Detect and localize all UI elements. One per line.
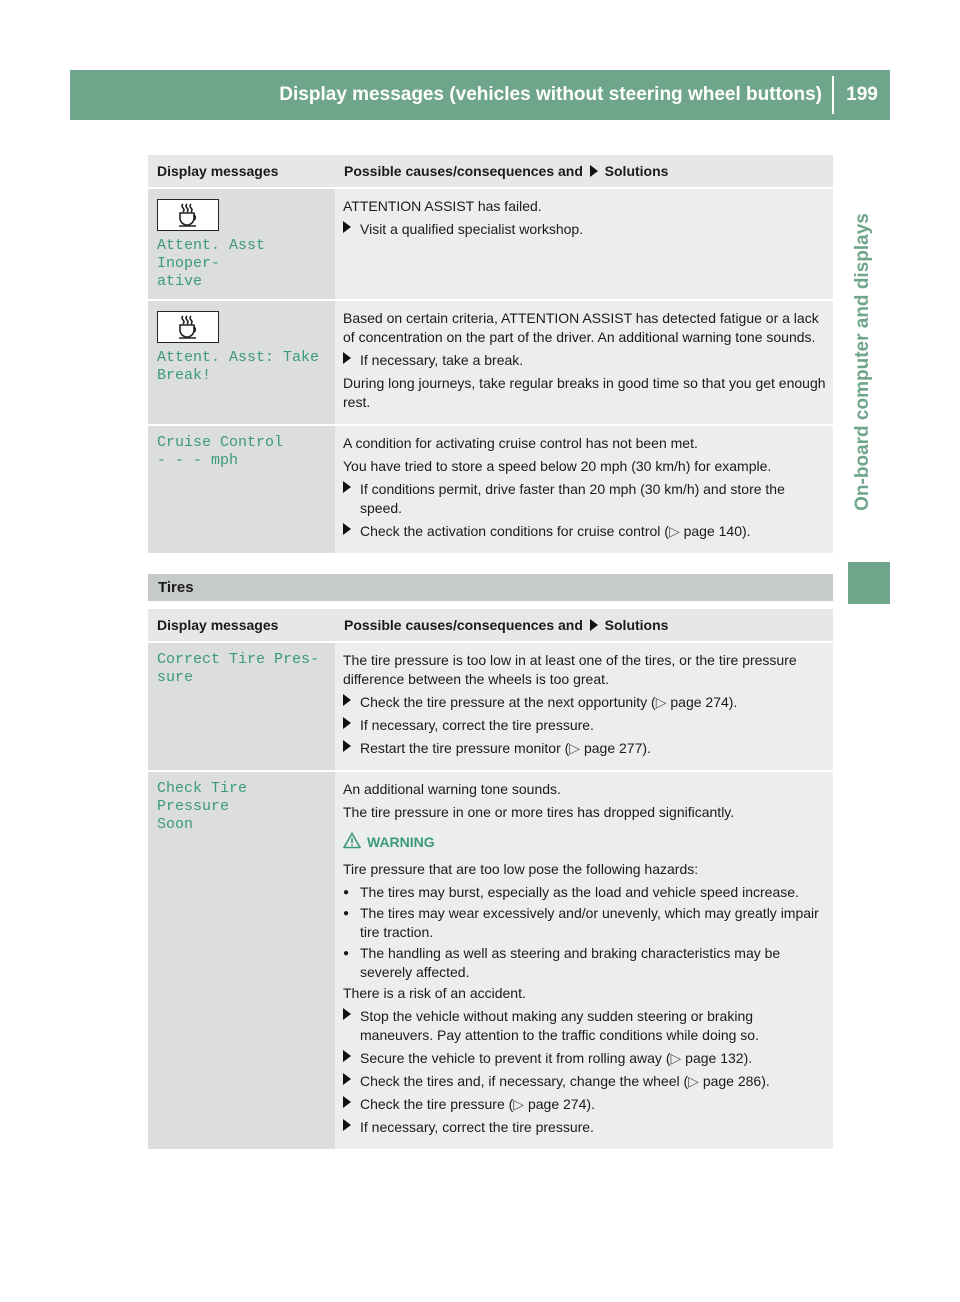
arrow-right-icon	[590, 165, 598, 177]
page-ref-icon: ▷	[655, 694, 667, 710]
action-step	[343, 1007, 827, 1045]
table-row	[148, 189, 833, 299]
action-step	[343, 693, 827, 712]
bullet-marker: ●	[343, 948, 350, 959]
step-text-main: Restart the tire pressure monitor (	[360, 740, 570, 756]
page-ref-icon: ▷	[670, 1050, 682, 1066]
column-header-solutions: Possible causes/consequences and Solutions	[335, 609, 833, 641]
bullet-item	[343, 944, 827, 982]
display-message: Correct Tire Pres‐ sure	[157, 651, 320, 686]
arrow-right-icon	[343, 1008, 351, 1020]
step-marker	[343, 739, 360, 758]
info-text: During long journeys, take regular breaks in good time so that you get enough rest.	[343, 375, 826, 410]
step-marker	[343, 1007, 360, 1045]
action-step	[343, 351, 827, 370]
step-text-main: Check the activation conditions for cruise control (	[360, 523, 669, 539]
info-text: Based on certain criteria, ATTENTION ASSIST has detected fatigue or a lack of concentration on the part of the driver. An additional warning tone sounds.	[343, 310, 819, 345]
action-step	[343, 1095, 827, 1114]
step-text-main: Secure the vehicle to prevent it from rolling away (	[360, 1050, 671, 1066]
page-reference: page 132	[685, 1050, 744, 1066]
step-text-main: Stop the vehicle without making any sudden steering or braking maneuvers. Pay attention to the traffic conditions while doing so.	[360, 1008, 759, 1043]
step-text-main: Check the tire pressure at the next opportunity (	[360, 694, 656, 710]
info-text: Tire pressure that are too low pose the following hazards:	[343, 861, 699, 877]
step-marker	[343, 522, 360, 541]
page-reference: page 274	[670, 694, 729, 710]
step-marker	[343, 1072, 360, 1091]
tires-table	[148, 607, 833, 1151]
arrow-right-icon	[343, 1119, 351, 1131]
page-reference: page 277	[583, 740, 643, 756]
info-text: There is a risk of an accident.	[343, 985, 526, 1001]
page-reference: page 274	[527, 1096, 587, 1112]
step-text-main: Check the tire pressure (	[360, 1096, 514, 1112]
step-text	[360, 351, 523, 370]
coffee-cup-icon	[157, 311, 219, 343]
solution-cell	[335, 426, 833, 553]
arrow-right-icon	[343, 1096, 351, 1108]
bullet-text: The tires may wear excessively and/or unevenly, which may greatly impair tire traction.	[360, 905, 819, 940]
page-title: Display messages (vehicles without steering wheel buttons)	[279, 84, 822, 105]
step-text-end: ).	[743, 1050, 753, 1066]
column-header-messages: Display messages	[148, 609, 335, 641]
column-header-messages: Display messages	[148, 155, 335, 187]
step-marker	[343, 1095, 360, 1114]
bullet-item	[343, 904, 827, 942]
step-marker	[343, 351, 360, 370]
arrow-right-icon	[343, 352, 351, 364]
arrow-right-icon	[343, 717, 351, 729]
side-tab-marker	[848, 562, 890, 604]
step-text	[360, 693, 737, 712]
page-reference: page 140	[683, 523, 743, 539]
display-message: Attent. Asst Inoper‐ ative	[157, 237, 266, 290]
display-message: Cruise Control - - - mph	[157, 434, 284, 469]
info-text: The tire pressure in one or more tires has dropped significantly.	[343, 804, 735, 820]
message-cell	[148, 301, 335, 424]
step-text-end: ).	[728, 694, 738, 710]
step-text-main: If necessary, correct the tire pressure.	[360, 717, 594, 733]
info-text: The tire pressure is too low in at least one of the tires, or the tire pressure difference between the wheels is too great.	[343, 652, 797, 687]
attention-table	[148, 153, 833, 555]
column-header-solutions: Possible causes/consequences and Solutions	[335, 155, 833, 187]
action-step	[343, 739, 827, 758]
step-text	[360, 1049, 752, 1068]
page-ref-icon: ▷	[513, 1096, 525, 1112]
page-ref-icon: ▷	[569, 740, 581, 756]
section-heading-tires: Tires	[148, 574, 833, 601]
step-marker	[343, 1118, 360, 1137]
step-text-main: If conditions permit, drive faster than 20 mph (30 km/h) and store the speed.	[360, 481, 785, 516]
bullet-text: The tires may burst, especially as the load and vehicle speed increase.	[360, 884, 799, 900]
step-text	[360, 1072, 770, 1091]
warning-heading	[343, 832, 827, 852]
step-text-end: ).	[642, 740, 651, 756]
step-text	[360, 739, 651, 758]
info-text: ATTENTION ASSIST has failed.	[343, 198, 542, 214]
page-ref-icon: ▷	[688, 1073, 699, 1089]
info-text: A condition for activating cruise control has not been met.	[343, 435, 698, 451]
arrow-right-icon	[343, 221, 351, 233]
table-row	[148, 772, 833, 1149]
message-cell	[148, 772, 335, 1149]
step-marker	[343, 693, 360, 712]
solution-cell	[335, 301, 833, 424]
arrow-right-icon	[343, 740, 351, 752]
page-reference: page 286	[702, 1073, 762, 1089]
step-text	[360, 220, 583, 239]
coffee-cup-icon	[157, 199, 219, 231]
warning-triangle-icon	[343, 832, 367, 852]
step-marker	[343, 220, 360, 239]
table-row	[148, 643, 833, 770]
step-text	[360, 1118, 594, 1137]
arrow-right-icon	[590, 619, 598, 631]
bullet-marker: ●	[343, 887, 350, 898]
step-marker	[343, 480, 360, 518]
table-row	[148, 301, 833, 424]
action-step	[343, 220, 827, 239]
bullet-item	[343, 883, 827, 902]
info-text: You have tried to store a speed below 20 mph (30 km/h) for example.	[343, 458, 772, 474]
action-step	[343, 1049, 827, 1068]
solution-cell	[335, 643, 833, 770]
solution-cell	[335, 189, 833, 299]
step-text	[360, 1095, 595, 1114]
display-message: Attent. Asst: Take Break!	[157, 349, 320, 384]
step-text-end: ).	[586, 1096, 595, 1112]
bullet-text: The handling as well as steering and braking characteristics may be severely affected.	[360, 945, 781, 980]
display-message: Check Tire Pressure Soon	[157, 780, 248, 833]
step-text	[360, 716, 594, 735]
step-text	[360, 480, 827, 518]
step-text-end: ).	[742, 523, 751, 539]
message-cell	[148, 643, 335, 770]
step-text-main: If necessary, take a break.	[360, 352, 524, 368]
action-step	[343, 522, 827, 541]
arrow-right-icon	[343, 481, 351, 493]
action-step	[343, 1118, 827, 1137]
action-step	[343, 716, 827, 735]
page-ref-icon: ▷	[668, 523, 680, 539]
side-tab-label: On-board computer and displays	[852, 213, 873, 511]
step-text	[360, 522, 751, 541]
arrow-right-icon	[343, 694, 351, 706]
step-text-main: If necessary, correct the tire pressure.	[360, 1119, 594, 1135]
step-text-end: ).	[761, 1073, 770, 1089]
step-text-main: Visit a qualified specialist workshop.	[360, 221, 584, 237]
arrow-right-icon	[343, 523, 351, 535]
bullet-marker: ●	[343, 908, 350, 919]
side-tab	[838, 168, 888, 556]
arrow-right-icon	[343, 1050, 351, 1062]
page-number: 199	[846, 84, 878, 105]
table-row	[148, 426, 833, 553]
message-cell	[148, 426, 335, 553]
step-text	[360, 1007, 827, 1045]
step-text-main: Check the tires and, if necessary, change the wheel (	[360, 1073, 689, 1089]
solution-cell	[335, 772, 833, 1149]
arrow-right-icon	[343, 1073, 351, 1085]
message-cell	[148, 189, 335, 299]
step-marker	[343, 716, 360, 735]
info-text: An additional warning tone sounds.	[343, 781, 561, 797]
action-step	[343, 480, 827, 518]
step-marker	[343, 1049, 360, 1068]
warning-label: WARNING	[367, 834, 435, 850]
action-step	[343, 1072, 827, 1091]
